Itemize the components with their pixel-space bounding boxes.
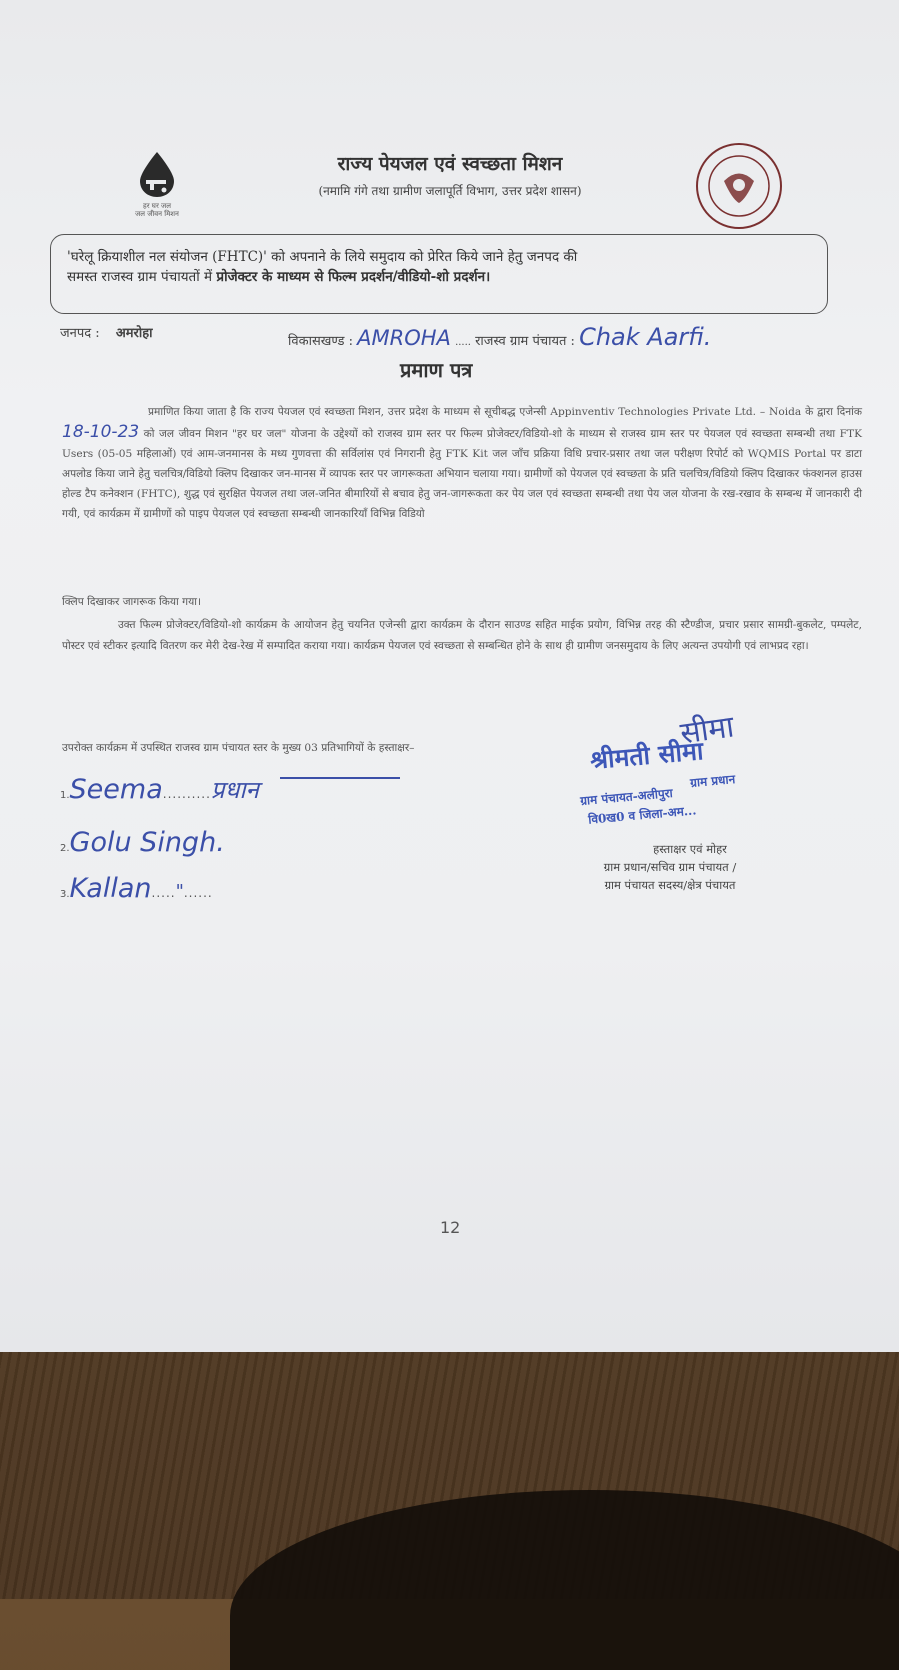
paragraph-1-part-b: को जल जीवन मिशन "हर घर जल" योजना के उद्देश्यों को राजस्व ग्राम स्तर पर फिल्म प्रोजेक्टर/विडियो-शो के माध्यम से राजस्व ग्राम स्तर पर पेयजल एवं स्वच्छता सम्बन्धी तथा FTK Users (05-05 महिलाओं) एवं आम-जनमानस के मध्य गुणवत्ता की सर्विलांस एवं निगरानी हेतु FTK Kit जल जाँच प्रक्रिया विधि प्रचार-प्रसार तथा जल परीक्षण रिपोर्ट को WQMIS Portal पर डाटा अपलोड किया जाने हेतु चलचित्र/विडियो क्लिप दिखाकर जन-मानस में व्यापक स्तर पर जागरूकता अभियान चलाया गया। ग्रामीणों को पेयजल एवं स्वच्छता के प्रति चलचित्र/विडियो क्लिप दिखाकर फंक्शनल हाउस होल्ड टैप कनेक्शन (FHTC), शुद्ध एवं सुरक्षित पेयजल तथा जल-जनित बीमारियों से बचाव हेतु जन-जागरूकता कर पेय जल एवं स्वच्छता सम्बन्धी तथा पेय जल योजना के रख-रखाव के सम्बन्ध में जानकारी दी गयी, एवं कार्यक्रम में ग्रामीणों को पाइप पेयजल एवं स्वच्छता सम्बन्धी जानकारियाँ विभिन्न विडियो xyxy=(62,428,862,520)
jal-jeevan-mission-logo xyxy=(112,150,202,222)
district-value: अमरोहा xyxy=(115,326,153,341)
participant-signature-1: 1.Seema..........प्रधान xyxy=(60,774,259,805)
banner-line-2-plain: समस्त राजस्व ग्राम पंचायतों में xyxy=(67,269,217,285)
participant-signature-2 xyxy=(60,827,225,858)
stamp-designation: ग्राम प्रधान xyxy=(689,772,736,790)
up-government-seal xyxy=(694,141,784,231)
stamp-block-district: वि0ख0 व जिला-अम... xyxy=(587,803,697,827)
participant-signature-3: 3.Kallan....."...... xyxy=(60,873,213,904)
district-label: जनपद : xyxy=(60,326,100,341)
logo-caption: हर घर जल xyxy=(143,202,171,210)
district-field xyxy=(60,323,152,341)
program-date: 18-10-23 xyxy=(62,422,140,442)
banner-line-2 xyxy=(67,267,811,287)
signatory-line-3: ग्राम पंचायत सदस्य/क्षेत्र पंचायत xyxy=(604,878,736,892)
participant-number: 2. xyxy=(60,843,70,854)
participant-name: Golu Singh. xyxy=(69,827,225,858)
panchayat-label: राजस्व ग्राम पंचायत : xyxy=(475,334,575,349)
stamp-panchayat: ग्राम पंचायत-अलीपुरा xyxy=(579,785,674,809)
participant-number: 3. xyxy=(60,889,70,900)
block-label: विकासखण्ड : xyxy=(288,334,354,349)
block-field: विकासखण्ड : AMROHA ..... राजस्व ग्राम पंचायत : Chak Aarfi. xyxy=(288,323,712,351)
header-subtitle: (नमामि गंगे तथा ग्रामीण जलापूर्ति विभाग, उत्तर प्रदेश शासन) xyxy=(318,184,582,198)
subject-banner xyxy=(50,234,828,314)
participants-note: उपरोक्त कार्यक्रम में उपस्थित राजस्व ग्राम पंचायत स्तर के मुख्य 03 प्रतिभागियों के हस्ताक्षर– xyxy=(62,742,415,754)
participant-number: 1. xyxy=(60,790,70,801)
certificate-paragraph-2: उक्त फिल्म प्रोजेक्टर/विडियो-शो कार्यक्रम के आयोजन हेतु चयनित एजेन्सी द्वारा कार्यक्रम के दौरान साउण्ड सहित माईक प्रयोग, विभिन्न तरह की स्टैण्डीज, प्रचार प्रसार सामग्री-बुकलेट, पम्पलेट, पोस्टर एवं स्टीकर इत्यादि वितरण कर मेरी देख-रेख में सम्पादित कराया गया। कार्यक्रम पेयजल एवं स्वच्छता से सम्बन्धित होने के साथ ही ग्रामीण जनसमुदाय के लिए अत्यन्त उपयोगी एवं लाभप्रद रहा। xyxy=(62,619,862,652)
block-value: AMROHA xyxy=(357,326,451,350)
paragraph-1-end: क्लिप दिखाकर जागरूक किया गया। xyxy=(62,596,202,608)
pradhan-stamp xyxy=(579,708,850,858)
participant-name: Seema xyxy=(69,774,163,805)
participant-role: " xyxy=(175,881,184,902)
banner-line-2-bold: प्रोजेक्टर के माध्यम से फिल्म प्रदर्शन/वीडियो-शो प्रदर्शन। xyxy=(216,269,491,285)
banner-line-1: 'घरेलू क्रियाशील नल संयोजन (FHTC)' को अपनाने के लिये समुदाय को प्रेरित किये जाने हेतु जनपद की xyxy=(67,249,578,265)
signatory-line-2: ग्राम प्रधान/सचिव ग्राम पंचायत / xyxy=(603,860,737,874)
participant-name: Kallan xyxy=(69,873,152,904)
panchayat-value: Chak Aarfi. xyxy=(579,323,712,351)
certificate-paragraph-1 xyxy=(62,402,862,524)
logo-caption-2: जल जीवन मिशन xyxy=(135,210,179,218)
participant-role: प्रधान xyxy=(210,776,259,804)
water-drop-icon xyxy=(132,150,182,198)
pradhan-signature: सीमा xyxy=(678,709,737,752)
signatory-line-1: हस्ताक्षर एवं मोहर xyxy=(653,842,727,856)
signatory-block xyxy=(540,840,800,894)
header-title: राज्य पेयजल एवं स्वच्छता मिशन xyxy=(337,153,563,175)
page-number: 12 xyxy=(440,1218,461,1237)
certificate-title: प्रमाण पत्र xyxy=(400,358,473,382)
paragraph-1-part-a: प्रमाणित किया जाता है कि राज्य पेयजल एवं स्वच्छता मिशन, उत्तर प्रदेश के माध्यम से सूचीबद्ध एजेन्सी Appinventiv Technologies Private Ltd. – Noida के द्वारा दिनांक xyxy=(148,406,862,418)
stamp-name: श्रीमती सीमा xyxy=(588,736,705,775)
